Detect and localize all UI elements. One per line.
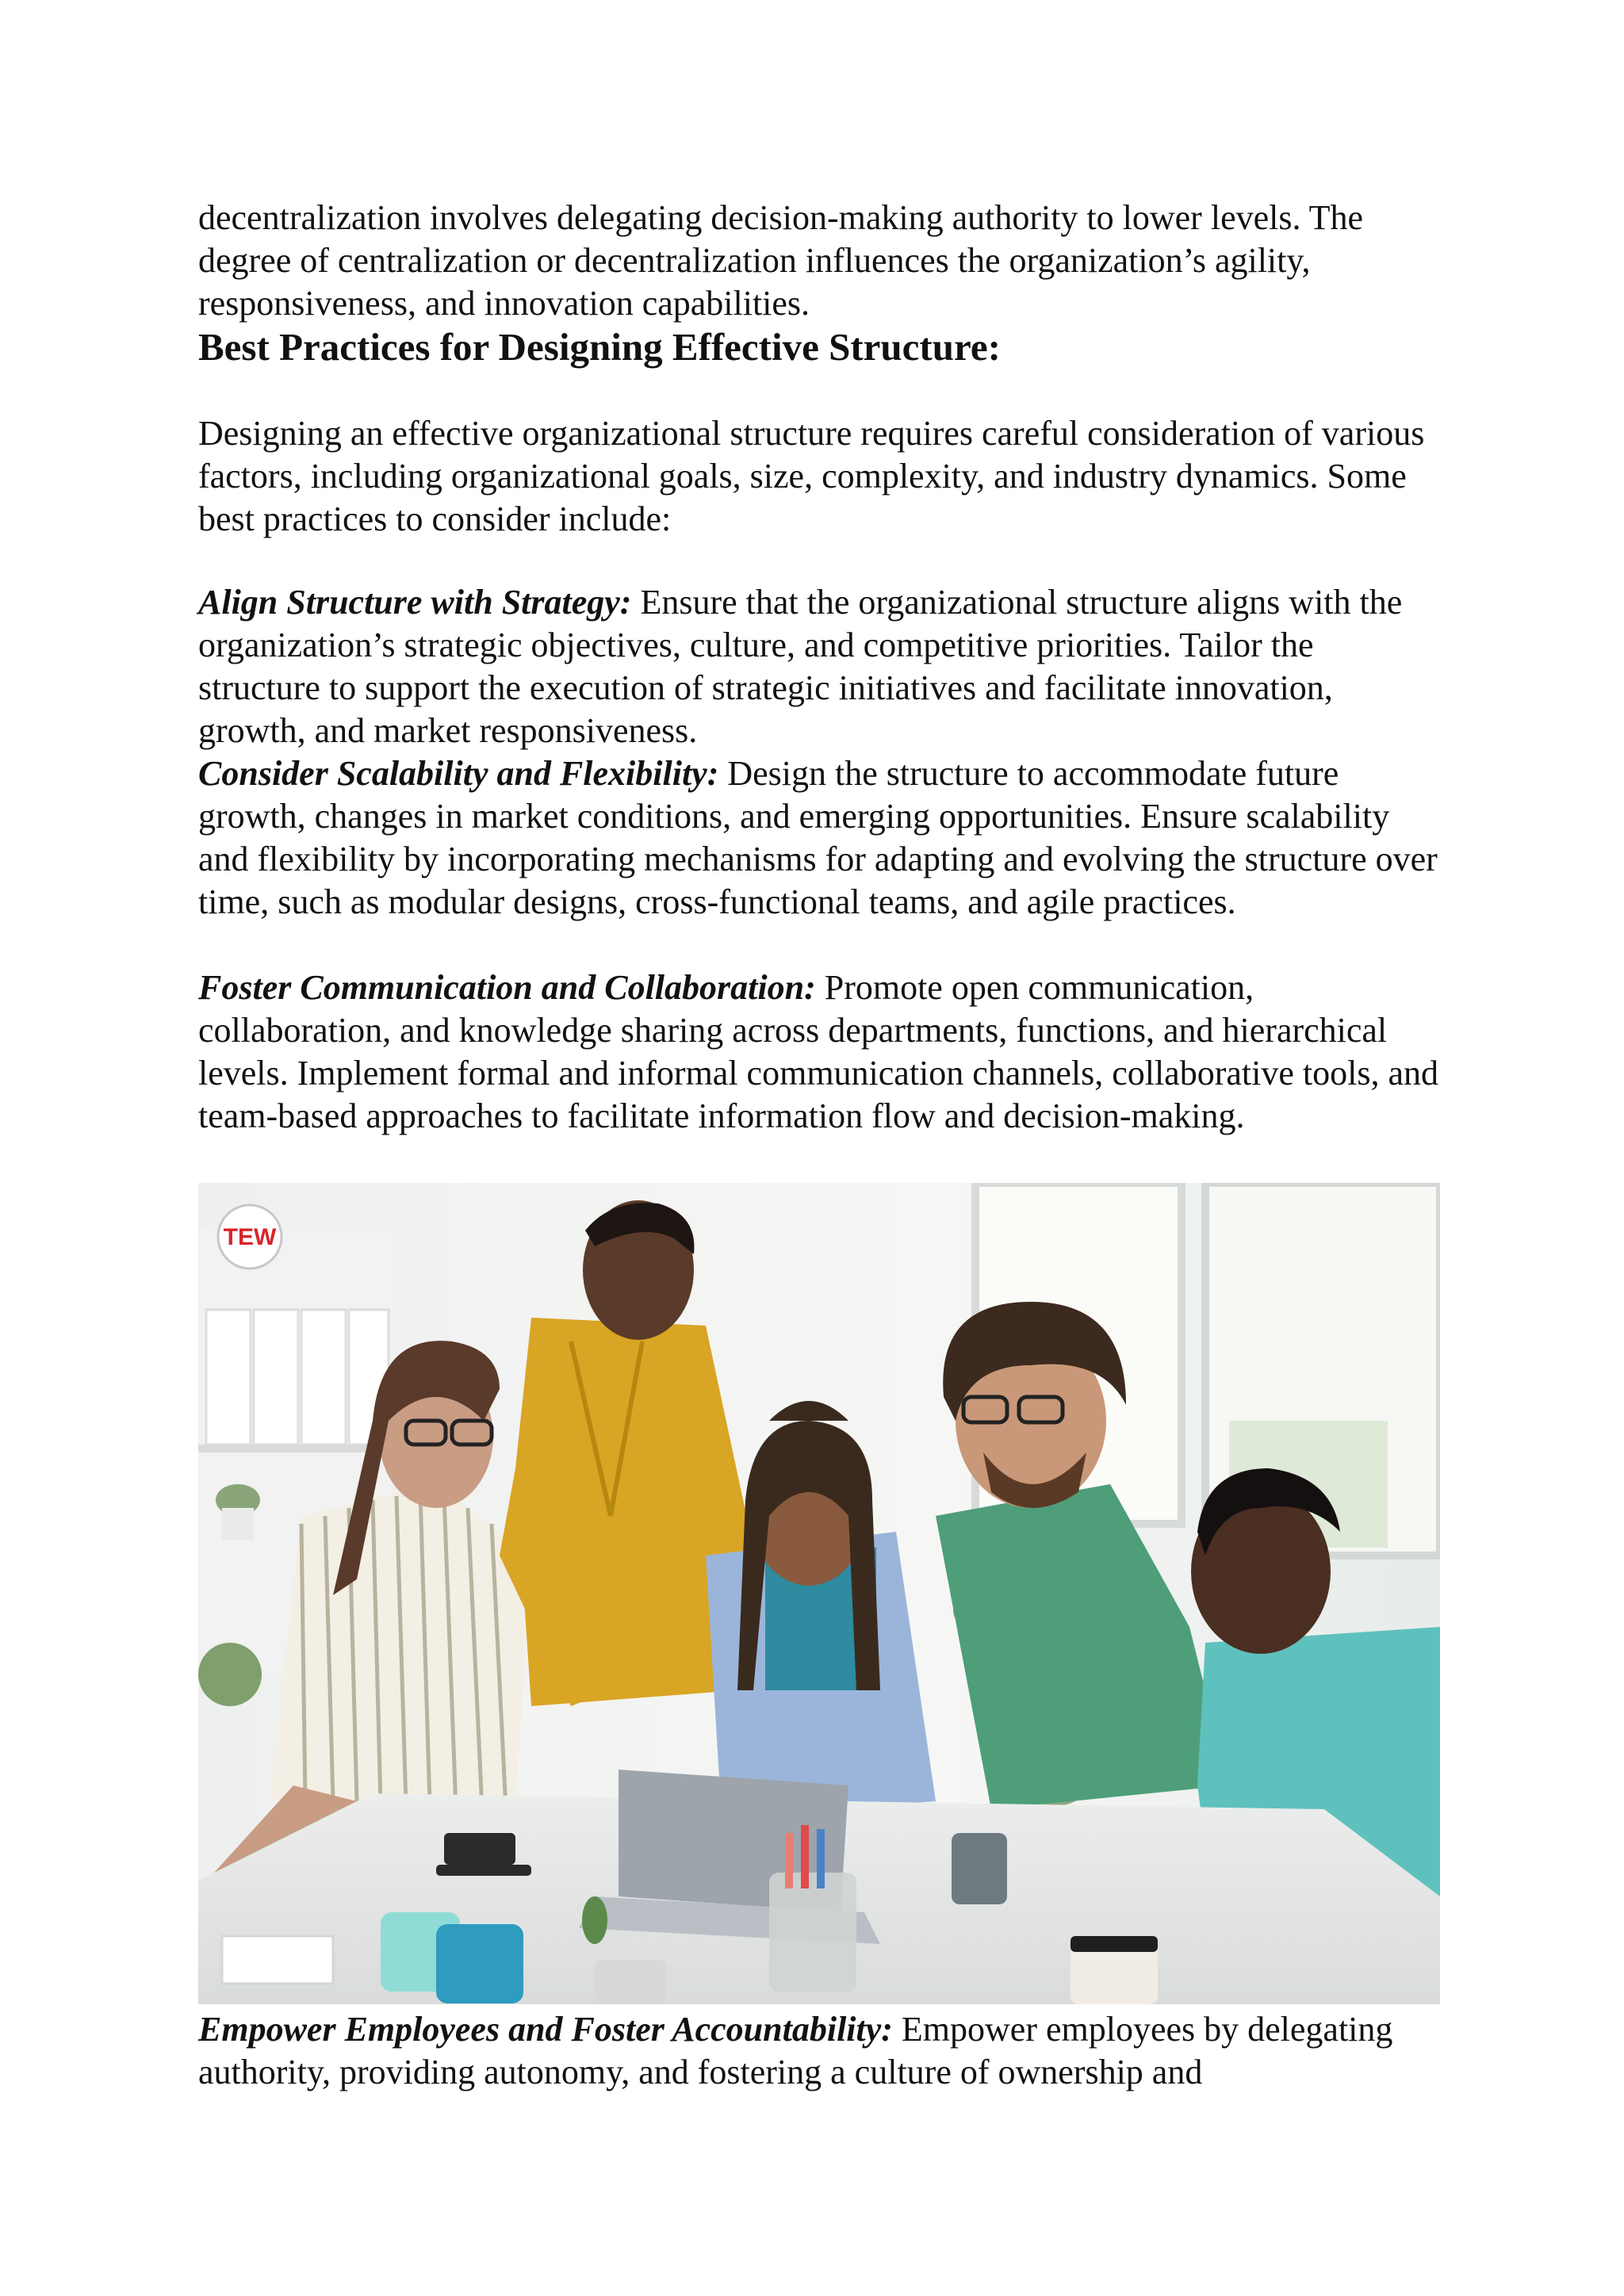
practice-communication — [198, 966, 1443, 1138]
practice-empower — [198, 2008, 1443, 2094]
intro-paragraph: decentralization involves delegating decision-making authority to lower levels. The degree of centralization or decentralization influences the organization’s agility, responsiveness, and innovation capabilities. — [198, 198, 1364, 323]
practice-align-strategy — [198, 581, 1443, 752]
practice-title: Align Structure with Strategy: — [198, 583, 632, 622]
practice-scalability — [198, 752, 1443, 924]
team-meeting-photo — [198, 1183, 1440, 2004]
practice-text: Empower employees by delegating authority, providing autonomy, and fostering a culture of ownership and — [198, 2010, 1393, 2091]
practice-title: Empower Employees and Foster Accountability: — [198, 2010, 893, 2049]
tew-logo — [218, 1205, 282, 1269]
practice-text: Promote open communication, collaboration, and knowledge sharing across departments, functions, and hierarchical levels. Implement formal and informal communication channels, collaborative tools, and team-based approaches to facilitate information flow and decision-making. — [198, 968, 1438, 1135]
practice-title: Foster Communication and Collaboration: — [198, 968, 816, 1007]
svg-text:TEW: TEW — [223, 1224, 277, 1250]
design-paragraph: Designing an effective organizational structure requires careful consideration of various factors, including organizational goals, size, complexity, and industry dynamics. Some best practices to consider include: — [198, 414, 1425, 538]
section-heading: Best Practices for Designing Effective Structure: — [198, 325, 1001, 369]
practice-title: Consider Scalability and Flexibility: — [198, 754, 719, 793]
practice-text: Design the structure to accommodate future growth, changes in market conditions, and emerging opportunities. Ensure scalability and flexibility by incorporating mechanisms for adapting and evolving the structure over time, such as modular designs, cross-functional teams, and agile practices. — [198, 754, 1438, 921]
practice-text: Ensure that the organizational structure aligns with the organization’s strategic objectives, culture, and competitive priorities. Tailor the structure to support the execution of strategic initiatives and facilitate innovation, growth, and market responsiveness. — [198, 583, 1403, 750]
